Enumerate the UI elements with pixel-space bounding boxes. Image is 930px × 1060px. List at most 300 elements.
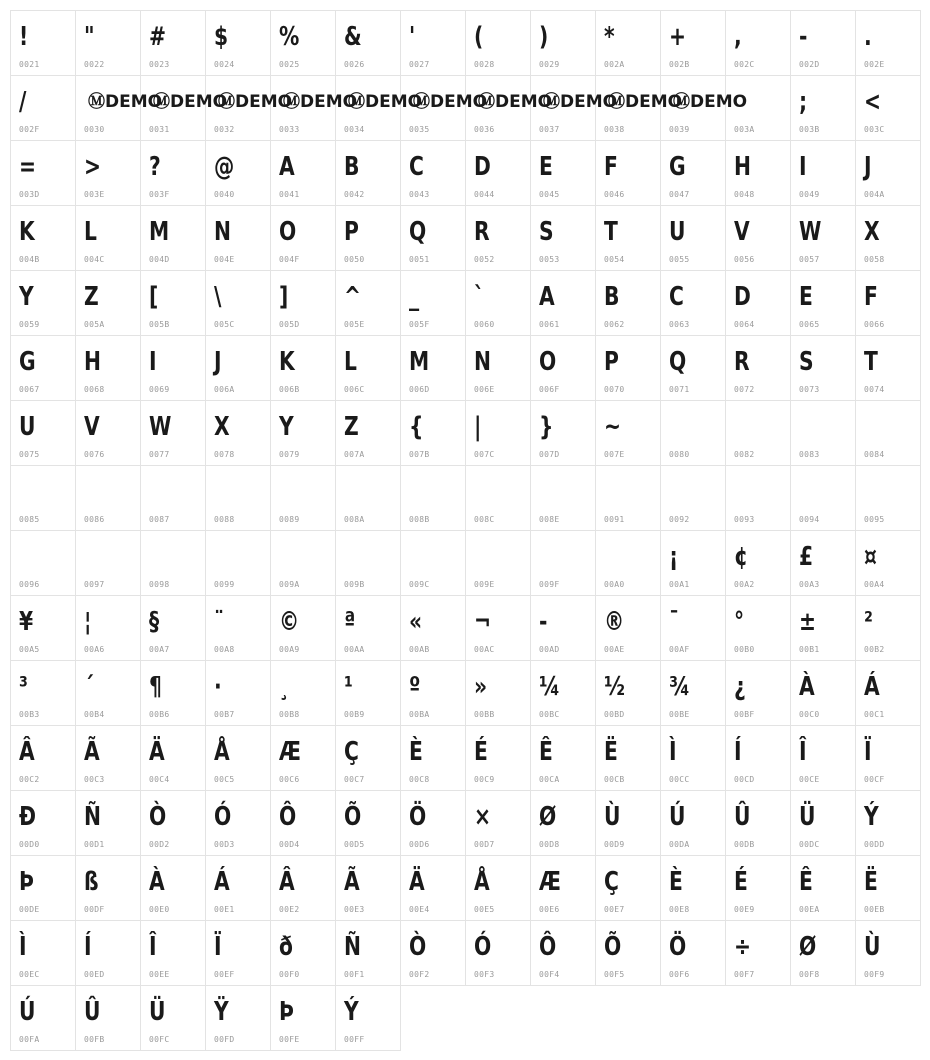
glyph-cell[interactable] xyxy=(400,530,466,596)
glyph-cell[interactable] xyxy=(790,530,856,596)
glyph-cell[interactable] xyxy=(660,465,726,531)
glyph-cell[interactable] xyxy=(790,660,856,726)
glyph-cell[interactable] xyxy=(595,140,661,206)
codepoint-label: 0036 xyxy=(474,125,495,134)
glyph-cell[interactable] xyxy=(660,530,726,596)
glyph-cell[interactable] xyxy=(660,790,726,856)
glyph-cell[interactable] xyxy=(335,10,401,76)
glyph-cell[interactable] xyxy=(400,595,466,661)
glyph-cell[interactable] xyxy=(530,855,596,921)
glyph-cell[interactable] xyxy=(855,790,921,856)
glyph-cell[interactable] xyxy=(10,790,76,856)
glyph-cell[interactable] xyxy=(140,660,206,726)
glyph-cell[interactable] xyxy=(140,725,206,791)
glyph-cell[interactable] xyxy=(10,335,76,401)
glyph-cell[interactable] xyxy=(530,465,596,531)
glyph-cell[interactable] xyxy=(530,10,596,76)
codepoint-label: 00EA xyxy=(799,905,820,914)
glyph-preview: ( xyxy=(474,22,484,52)
glyph-cell[interactable] xyxy=(465,595,531,661)
glyph-cell[interactable] xyxy=(530,335,596,401)
glyph-preview: $ xyxy=(214,22,229,52)
glyph-cell[interactable] xyxy=(725,270,791,336)
glyph-cell[interactable] xyxy=(725,595,791,661)
glyph-cell[interactable] xyxy=(335,725,401,791)
glyph-cell[interactable] xyxy=(140,400,206,466)
glyph-cell[interactable] xyxy=(790,10,856,76)
glyph-preview: ´ xyxy=(84,672,95,702)
glyph-cell[interactable] xyxy=(790,920,856,986)
glyph-preview: ¨ xyxy=(214,607,225,637)
glyph-cell[interactable] xyxy=(660,270,726,336)
glyph-cell[interactable] xyxy=(790,400,856,466)
codepoint-label: 00AC xyxy=(474,645,495,654)
glyph-preview: Ï xyxy=(214,932,222,962)
glyph-preview: L xyxy=(344,347,357,377)
glyph-cell[interactable] xyxy=(270,790,336,856)
glyph-cell[interactable] xyxy=(205,855,271,921)
glyph-cell[interactable] xyxy=(855,855,921,921)
codepoint-label: 0096 xyxy=(19,580,40,589)
glyph-cell[interactable] xyxy=(205,790,271,856)
glyph-cell[interactable] xyxy=(10,140,76,206)
glyph-preview: Í xyxy=(734,737,742,767)
glyph-preview: ³ xyxy=(19,672,28,702)
glyph-cell[interactable] xyxy=(400,400,466,466)
codepoint-label: 00E4 xyxy=(409,905,430,914)
glyph-cell[interactable] xyxy=(725,790,791,856)
glyph-cell[interactable] xyxy=(400,855,466,921)
glyph-cell[interactable] xyxy=(400,270,466,336)
glyph-cell[interactable] xyxy=(140,205,206,271)
glyph-cell[interactable] xyxy=(725,855,791,921)
codepoint-label: 004B xyxy=(19,255,40,264)
glyph-cell[interactable] xyxy=(595,660,661,726)
glyph-cell[interactable] xyxy=(530,660,596,726)
glyph-preview: Ø xyxy=(539,802,557,832)
codepoint-label: 0093 xyxy=(734,515,755,524)
glyph-cell[interactable] xyxy=(205,140,271,206)
glyph-cell[interactable] xyxy=(595,790,661,856)
glyph-cell[interactable] xyxy=(530,530,596,596)
glyph-cell[interactable] xyxy=(855,335,921,401)
codepoint-label: 006E xyxy=(474,385,495,394)
glyph-cell[interactable] xyxy=(205,10,271,76)
glyph-cell[interactable] xyxy=(400,335,466,401)
glyph-cell[interactable] xyxy=(855,10,921,76)
glyph-preview: Ú xyxy=(19,997,36,1027)
glyph-cell[interactable] xyxy=(660,855,726,921)
glyph-cell[interactable] xyxy=(205,530,271,596)
glyph-cell[interactable] xyxy=(465,140,531,206)
glyph-cell[interactable] xyxy=(335,530,401,596)
codepoint-label: 00BF xyxy=(734,710,755,719)
glyph-preview: Ñ xyxy=(84,802,101,832)
glyph-cell[interactable] xyxy=(465,920,531,986)
glyph-preview: > xyxy=(84,152,102,182)
codepoint-label: 005E xyxy=(344,320,365,329)
glyph-cell[interactable] xyxy=(660,660,726,726)
glyph-cell[interactable] xyxy=(660,725,726,791)
glyph-cell[interactable] xyxy=(140,530,206,596)
glyph-cell[interactable] xyxy=(270,140,336,206)
codepoint-label: 008C xyxy=(474,515,495,524)
glyph-cell[interactable] xyxy=(270,270,336,336)
glyph-cell[interactable] xyxy=(725,335,791,401)
glyph-cell[interactable] xyxy=(140,920,206,986)
glyph-preview: M xyxy=(409,347,430,377)
glyph-cell[interactable] xyxy=(660,10,726,76)
glyph-cell[interactable] xyxy=(10,400,76,466)
glyph-cell[interactable] xyxy=(140,10,206,76)
glyph-cell[interactable] xyxy=(530,400,596,466)
codepoint-label: 00C9 xyxy=(474,775,495,784)
glyph-cell[interactable] xyxy=(140,465,206,531)
glyph-preview: Ô xyxy=(279,802,297,832)
glyph-cell[interactable] xyxy=(335,790,401,856)
demo-watermark: ⓂDEMO xyxy=(88,92,163,112)
glyph-cell[interactable] xyxy=(660,205,726,271)
codepoint-label: 0057 xyxy=(799,255,820,264)
glyph-preview: Ã xyxy=(84,737,100,767)
glyph-cell[interactable] xyxy=(140,985,206,1051)
glyph-preview: [ xyxy=(149,282,159,312)
glyph-cell[interactable] xyxy=(855,465,921,531)
glyph-preview: E xyxy=(539,152,553,182)
glyph-cell[interactable] xyxy=(725,205,791,271)
glyph-cell[interactable] xyxy=(790,140,856,206)
glyph-cell[interactable] xyxy=(140,140,206,206)
glyph-preview: Õ xyxy=(344,802,362,832)
glyph-cell[interactable] xyxy=(335,400,401,466)
codepoint-label: 0049 xyxy=(799,190,820,199)
glyph-cell[interactable] xyxy=(595,595,661,661)
glyph-cell[interactable] xyxy=(335,660,401,726)
codepoint-label: 00C7 xyxy=(344,775,365,784)
glyph-cell[interactable] xyxy=(530,725,596,791)
glyph-cell[interactable] xyxy=(400,790,466,856)
glyph-cell[interactable] xyxy=(465,10,531,76)
codepoint-label: 00DC xyxy=(799,840,820,849)
glyph-cell[interactable] xyxy=(465,270,531,336)
glyph-cell[interactable] xyxy=(790,335,856,401)
glyph-cell[interactable] xyxy=(855,595,921,661)
codepoint-label: 003C xyxy=(864,125,885,134)
glyph-cell[interactable] xyxy=(790,855,856,921)
glyph-cell[interactable] xyxy=(205,985,271,1051)
glyph-cell[interactable] xyxy=(790,595,856,661)
codepoint-label: 00C8 xyxy=(409,775,430,784)
glyph-cell[interactable] xyxy=(75,985,141,1051)
glyph-cell[interactable] xyxy=(400,920,466,986)
glyph-cell[interactable] xyxy=(725,140,791,206)
glyph-cell[interactable] xyxy=(75,530,141,596)
glyph-cell[interactable] xyxy=(660,400,726,466)
glyph-cell[interactable] xyxy=(205,400,271,466)
glyph-cell[interactable] xyxy=(10,725,76,791)
glyph-cell[interactable] xyxy=(465,205,531,271)
glyph-cell[interactable] xyxy=(855,140,921,206)
codepoint-label: 0094 xyxy=(799,515,820,524)
glyph-cell[interactable] xyxy=(75,465,141,531)
glyph-cell[interactable] xyxy=(75,920,141,986)
glyph-cell[interactable] xyxy=(465,855,531,921)
codepoint-label: 00D9 xyxy=(604,840,625,849)
glyph-cell[interactable] xyxy=(270,205,336,271)
glyph-preview: P xyxy=(344,217,359,247)
glyph-cell[interactable] xyxy=(270,10,336,76)
codepoint-label: 009C xyxy=(409,580,430,589)
codepoint-label: 00F1 xyxy=(344,970,365,979)
glyph-cell[interactable] xyxy=(725,10,791,76)
glyph-cell[interactable] xyxy=(75,140,141,206)
glyph-cell[interactable] xyxy=(595,725,661,791)
glyph-preview: ¯ xyxy=(669,607,680,637)
glyph-cell[interactable] xyxy=(595,530,661,596)
codepoint-label: 0035 xyxy=(409,125,430,134)
glyph-cell[interactable] xyxy=(10,270,76,336)
glyph-cell[interactable] xyxy=(400,725,466,791)
codepoint-label: 0070 xyxy=(604,385,625,394)
glyph-preview: K xyxy=(279,347,295,377)
glyph-cell[interactable] xyxy=(855,920,921,986)
glyph-cell[interactable] xyxy=(660,140,726,206)
glyph-cell[interactable] xyxy=(10,855,76,921)
glyph-cell[interactable] xyxy=(855,660,921,726)
glyph-cell[interactable] xyxy=(465,725,531,791)
glyph-cell[interactable] xyxy=(335,335,401,401)
glyph-cell[interactable] xyxy=(400,660,466,726)
glyph-cell[interactable] xyxy=(335,855,401,921)
glyph-cell[interactable] xyxy=(465,530,531,596)
glyph-cell[interactable] xyxy=(530,595,596,661)
codepoint-label: 0032 xyxy=(214,125,235,134)
glyph-cell[interactable] xyxy=(855,725,921,791)
glyph-preview: A xyxy=(279,152,295,182)
glyph-cell[interactable] xyxy=(400,465,466,531)
codepoint-label: 00E3 xyxy=(344,905,365,914)
glyph-cell[interactable] xyxy=(855,270,921,336)
glyph-cell[interactable] xyxy=(75,725,141,791)
codepoint-label: 006A xyxy=(214,385,235,394)
glyph-preview: À xyxy=(149,867,165,897)
codepoint-label: 009A xyxy=(279,580,300,589)
glyph-cell[interactable] xyxy=(465,790,531,856)
glyph-cell[interactable] xyxy=(400,10,466,76)
glyph-preview: | xyxy=(474,412,482,442)
glyph-preview: = xyxy=(19,152,37,182)
glyph-cell[interactable] xyxy=(725,465,791,531)
glyph-cell[interactable] xyxy=(855,205,921,271)
glyph-cell[interactable] xyxy=(855,75,921,141)
codepoint-label: 003E xyxy=(84,190,105,199)
glyph-cell[interactable] xyxy=(530,205,596,271)
glyph-cell[interactable] xyxy=(140,790,206,856)
glyph-preview: W xyxy=(799,217,822,247)
glyph-preview: Ä xyxy=(149,737,165,767)
glyph-cell[interactable] xyxy=(10,595,76,661)
glyph-preview: U xyxy=(669,217,686,247)
glyph-cell[interactable] xyxy=(205,920,271,986)
codepoint-label: 00FD xyxy=(214,1035,235,1044)
glyph-preview: I xyxy=(149,347,157,377)
codepoint-label: 00BE xyxy=(669,710,690,719)
glyph-cell[interactable] xyxy=(205,270,271,336)
glyph-cell[interactable] xyxy=(270,335,336,401)
glyph-cell[interactable] xyxy=(530,270,596,336)
glyph-cell[interactable] xyxy=(140,335,206,401)
demo-watermark: ⓂDEMO xyxy=(478,92,553,112)
codepoint-label: 00B1 xyxy=(799,645,820,654)
codepoint-label: 008A xyxy=(344,515,365,524)
codepoint-label: 007A xyxy=(344,450,365,459)
glyph-cell[interactable] xyxy=(465,660,531,726)
glyph-cell[interactable] xyxy=(335,465,401,531)
glyph-cell[interactable] xyxy=(660,920,726,986)
glyph-cell[interactable] xyxy=(75,10,141,76)
glyph-cell[interactable] xyxy=(75,790,141,856)
glyph-cell[interactable] xyxy=(725,660,791,726)
glyph-cell[interactable] xyxy=(140,855,206,921)
glyph-preview: Ó xyxy=(214,802,232,832)
glyph-cell[interactable] xyxy=(855,400,921,466)
glyph-cell[interactable] xyxy=(10,465,76,531)
glyph-cell[interactable] xyxy=(10,205,76,271)
glyph-cell[interactable] xyxy=(335,270,401,336)
glyph-cell[interactable] xyxy=(10,75,76,141)
codepoint-label: 00D0 xyxy=(19,840,40,849)
glyph-cell[interactable] xyxy=(10,660,76,726)
glyph-cell[interactable] xyxy=(205,335,271,401)
glyph-cell[interactable] xyxy=(790,790,856,856)
glyph-cell[interactable] xyxy=(140,270,206,336)
glyph-cell[interactable] xyxy=(790,725,856,791)
glyph-cell[interactable] xyxy=(205,725,271,791)
glyph-cell[interactable] xyxy=(595,10,661,76)
glyph-cell[interactable] xyxy=(595,270,661,336)
glyph-cell[interactable] xyxy=(205,660,271,726)
glyph-cell[interactable] xyxy=(75,205,141,271)
codepoint-label: 00CE xyxy=(799,775,820,784)
glyph-cell[interactable] xyxy=(270,400,336,466)
glyph-cell[interactable] xyxy=(790,75,856,141)
glyph-cell[interactable] xyxy=(205,595,271,661)
glyph-preview: Ì xyxy=(669,737,677,767)
glyph-cell[interactable] xyxy=(10,530,76,596)
glyph-cell[interactable] xyxy=(595,855,661,921)
glyph-preview: < xyxy=(864,87,882,117)
glyph-cell[interactable] xyxy=(270,920,336,986)
glyph-cell[interactable] xyxy=(75,595,141,661)
glyph-cell[interactable] xyxy=(270,465,336,531)
codepoint-label: 0039 xyxy=(669,125,690,134)
glyph-preview: & xyxy=(344,22,362,52)
glyph-preview: Å xyxy=(474,867,490,897)
glyph-cell[interactable] xyxy=(10,985,76,1051)
glyph-cell[interactable] xyxy=(10,920,76,986)
codepoint-label: 0098 xyxy=(149,580,170,589)
codepoint-label: 0099 xyxy=(214,580,235,589)
codepoint-label: 00E9 xyxy=(734,905,755,914)
codepoint-label: 00D5 xyxy=(344,840,365,849)
codepoint-label: 0034 xyxy=(344,125,365,134)
glyph-cell[interactable] xyxy=(660,595,726,661)
glyph-cell[interactable] xyxy=(335,985,401,1051)
glyph-preview: Ø xyxy=(799,932,817,962)
glyph-cell[interactable] xyxy=(465,400,531,466)
glyph-cell[interactable] xyxy=(725,400,791,466)
glyph-cell[interactable] xyxy=(270,855,336,921)
glyph-cell[interactable] xyxy=(75,270,141,336)
glyph-preview: Ê xyxy=(539,737,553,767)
glyph-cell[interactable] xyxy=(465,335,531,401)
glyph-cell[interactable] xyxy=(530,920,596,986)
glyph-cell[interactable] xyxy=(595,465,661,531)
glyph-cell[interactable] xyxy=(75,400,141,466)
glyph-cell[interactable] xyxy=(790,270,856,336)
glyph-preview: ' xyxy=(409,22,416,52)
glyph-cell[interactable] xyxy=(595,205,661,271)
glyph-cell[interactable] xyxy=(335,140,401,206)
codepoint-label: 0050 xyxy=(344,255,365,264)
glyph-cell[interactable] xyxy=(75,660,141,726)
glyph-cell[interactable] xyxy=(855,530,921,596)
glyph-cell[interactable] xyxy=(790,205,856,271)
glyph-cell[interactable] xyxy=(725,530,791,596)
glyph-preview: Á xyxy=(864,672,880,702)
glyph-preview: } xyxy=(539,412,554,442)
glyph-cell[interactable] xyxy=(10,10,76,76)
glyph-cell[interactable] xyxy=(75,855,141,921)
glyph-cell[interactable] xyxy=(595,400,661,466)
glyph-cell[interactable] xyxy=(335,595,401,661)
glyph-preview: ß xyxy=(84,867,99,897)
glyph-cell[interactable] xyxy=(465,465,531,531)
codepoint-label: 00AE xyxy=(604,645,625,654)
glyph-cell[interactable] xyxy=(270,985,336,1051)
glyph-cell[interactable] xyxy=(335,205,401,271)
glyph-cell[interactable] xyxy=(660,335,726,401)
glyph-cell[interactable] xyxy=(725,920,791,986)
codepoint-label: 00D2 xyxy=(149,840,170,849)
glyph-cell[interactable] xyxy=(140,595,206,661)
glyph-cell[interactable] xyxy=(270,660,336,726)
glyph-cell[interactable] xyxy=(530,140,596,206)
glyph-cell[interactable] xyxy=(400,205,466,271)
glyph-preview: Ü xyxy=(149,997,166,1027)
glyph-cell[interactable] xyxy=(205,465,271,531)
glyph-cell[interactable] xyxy=(270,595,336,661)
glyph-cell[interactable] xyxy=(400,140,466,206)
glyph-cell[interactable] xyxy=(595,335,661,401)
glyph-preview: £ xyxy=(799,542,814,572)
glyph-cell[interactable] xyxy=(530,790,596,856)
glyph-cell[interactable] xyxy=(205,205,271,271)
glyph-cell[interactable] xyxy=(725,725,791,791)
codepoint-label: 00C3 xyxy=(84,775,105,784)
codepoint-label: 00EC xyxy=(19,970,40,979)
glyph-cell[interactable] xyxy=(270,530,336,596)
codepoint-label: 006C xyxy=(344,385,365,394)
glyph-cell[interactable] xyxy=(335,920,401,986)
glyph-cell[interactable] xyxy=(75,335,141,401)
glyph-cell[interactable] xyxy=(790,465,856,531)
codepoint-label: 009F xyxy=(539,580,560,589)
glyph-preview: Î xyxy=(799,737,807,767)
glyph-cell[interactable] xyxy=(270,725,336,791)
codepoint-label: 00CF xyxy=(864,775,885,784)
glyph-cell[interactable] xyxy=(595,920,661,986)
